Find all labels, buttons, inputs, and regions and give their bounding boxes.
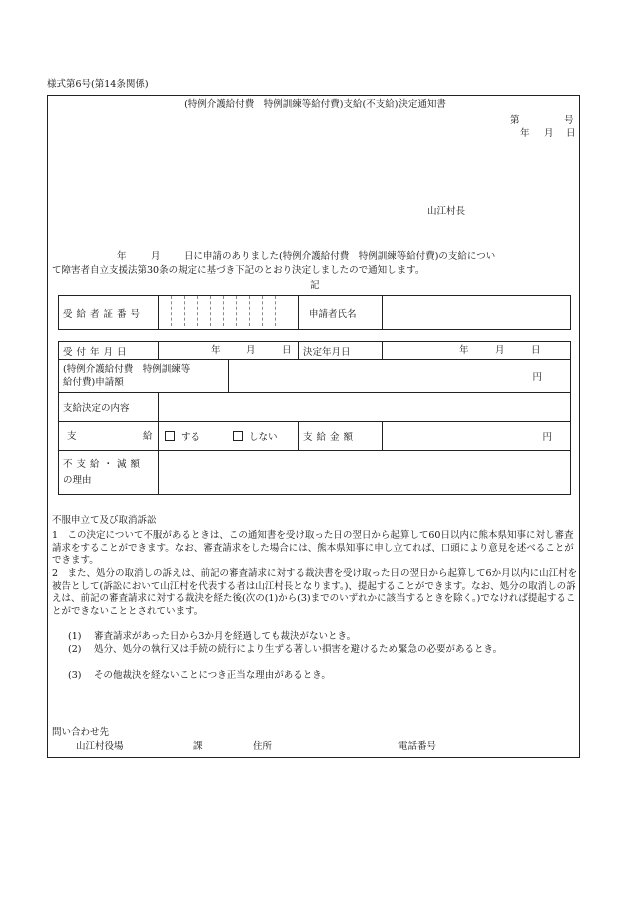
contact-heading: 問い合わせ先 — [52, 727, 110, 738]
issue-month: 月 — [544, 128, 554, 139]
reason-cell[interactable] — [159, 451, 571, 495]
contact-phone: 電話番号 — [398, 741, 437, 752]
option-no[interactable]: しない — [233, 431, 278, 443]
issue-year: 年 — [520, 128, 530, 139]
appeal-sub-3: その他裁決を経ないことにつき正当な理由があるとき。 — [94, 670, 331, 681]
intro-line1: 日に申請のありました(特例介護給付費 特例訓練等給付費)の支給につい — [184, 251, 496, 262]
contact-office: 山江村役場 — [76, 741, 124, 752]
contact-address: 住所 — [253, 741, 273, 752]
payment-amount-cell[interactable] — [383, 422, 571, 451]
application-amount-cell[interactable] — [229, 360, 571, 393]
decision-date-label: 決定年月日 — [299, 342, 383, 360]
appeal-sub-2: 処分、処分の執行又は手続の続行により生ずる著しい損害を避けるため緊急の必要があるとき。 — [94, 644, 503, 655]
receipt-day: 日 — [282, 345, 292, 356]
reason-label: 不支給・減額 の理由 — [59, 451, 159, 495]
intro-line2: て障害者自立支援法第30条の規定に基づき下記のとおり決定しましたので通知します。 — [52, 265, 425, 276]
payment-options-cell — [159, 422, 299, 451]
receipt-year: 年 — [211, 345, 221, 356]
appeal-sub-1-number: (1) — [68, 631, 82, 642]
issuer: 山江村長 — [427, 206, 466, 217]
receipt-date-cell[interactable] — [159, 342, 299, 360]
payment-amount-label: 支給金額 — [299, 422, 383, 451]
appeal-item-1: 1 この決定について不服があるときは、この通知書を受け取った日の翌日から起算して60日以内に熊本県知事に対し審査請求をすることができます。なお、審査請求をした場合には、熊本県知事に申し立てれば、口頭により意見を述べることができます。 — [52, 530, 574, 566]
appeal-sub-1: 審査請求があった日から3か月を経過しても裁決がないとき。 — [94, 631, 357, 642]
recipient-number-cell[interactable] — [159, 296, 299, 330]
appeal-sub-3-number: (3) — [68, 670, 82, 681]
receipt-month: 月 — [246, 345, 256, 356]
payment-label: 支 給 — [59, 422, 159, 451]
appeal-sub-2-number: (2) — [68, 644, 82, 655]
decision-year: 年 — [459, 345, 469, 356]
decision-month: 月 — [495, 345, 505, 356]
receipt-date-label: 受付年月日 — [59, 342, 159, 360]
intro-year: 年 — [117, 251, 127, 262]
decision-table — [58, 341, 571, 495]
checkbox-icon — [165, 431, 175, 441]
decision-content-cell[interactable] — [159, 393, 571, 422]
payment-amount-yen: 円 — [542, 432, 552, 443]
doc-number-suffix: 号 — [564, 115, 574, 126]
applicant-name-label: 申請者氏名 — [299, 296, 383, 330]
option-yes[interactable]: する — [165, 431, 200, 443]
form-number: 様式第6号(第14条関係) — [47, 79, 149, 90]
application-amount-yen: 円 — [532, 372, 542, 383]
application-amount-label: (特例介護給付費 特例訓練等 給付費)申請額 — [59, 360, 229, 393]
appeal-heading: 不服申立て及び取消訴訟 — [52, 515, 157, 526]
ki-label: 記 — [310, 280, 320, 291]
decision-content-label: 支給決定の内容 — [59, 393, 159, 422]
issue-day: 日 — [566, 128, 576, 139]
intro-month: 月 — [151, 251, 161, 262]
decision-day: 日 — [531, 345, 541, 356]
recipient-table — [58, 295, 571, 330]
doc-number-prefix: 第 — [510, 115, 520, 126]
checkbox-icon — [233, 431, 243, 441]
appeal-item-2: 2 また、処分の取消しの訴えは、前記の審査請求に対する裁決書を受け取った日の翌日から起算して6か月以内に山江村を被告として(訴訟において山江村を代表する者は山江村長となります。)、提起することができます。なお、処分の取消しの訴えは、前記の審査請求に対する裁決を経た後(次の(1)から(3)までのいずれかに該当するときを除く。)でなければ提起することができないこととされています。 — [52, 568, 578, 617]
contact-section: 課 — [193, 741, 203, 752]
decision-date-cell[interactable] — [383, 342, 571, 360]
recipient-number-label: 受給者証番号 — [59, 296, 159, 330]
applicant-name-cell[interactable] — [383, 296, 571, 330]
document-title: (特例介護給付費 特例訓練等給付費)支給(不支給)決定通知書 — [184, 99, 446, 110]
